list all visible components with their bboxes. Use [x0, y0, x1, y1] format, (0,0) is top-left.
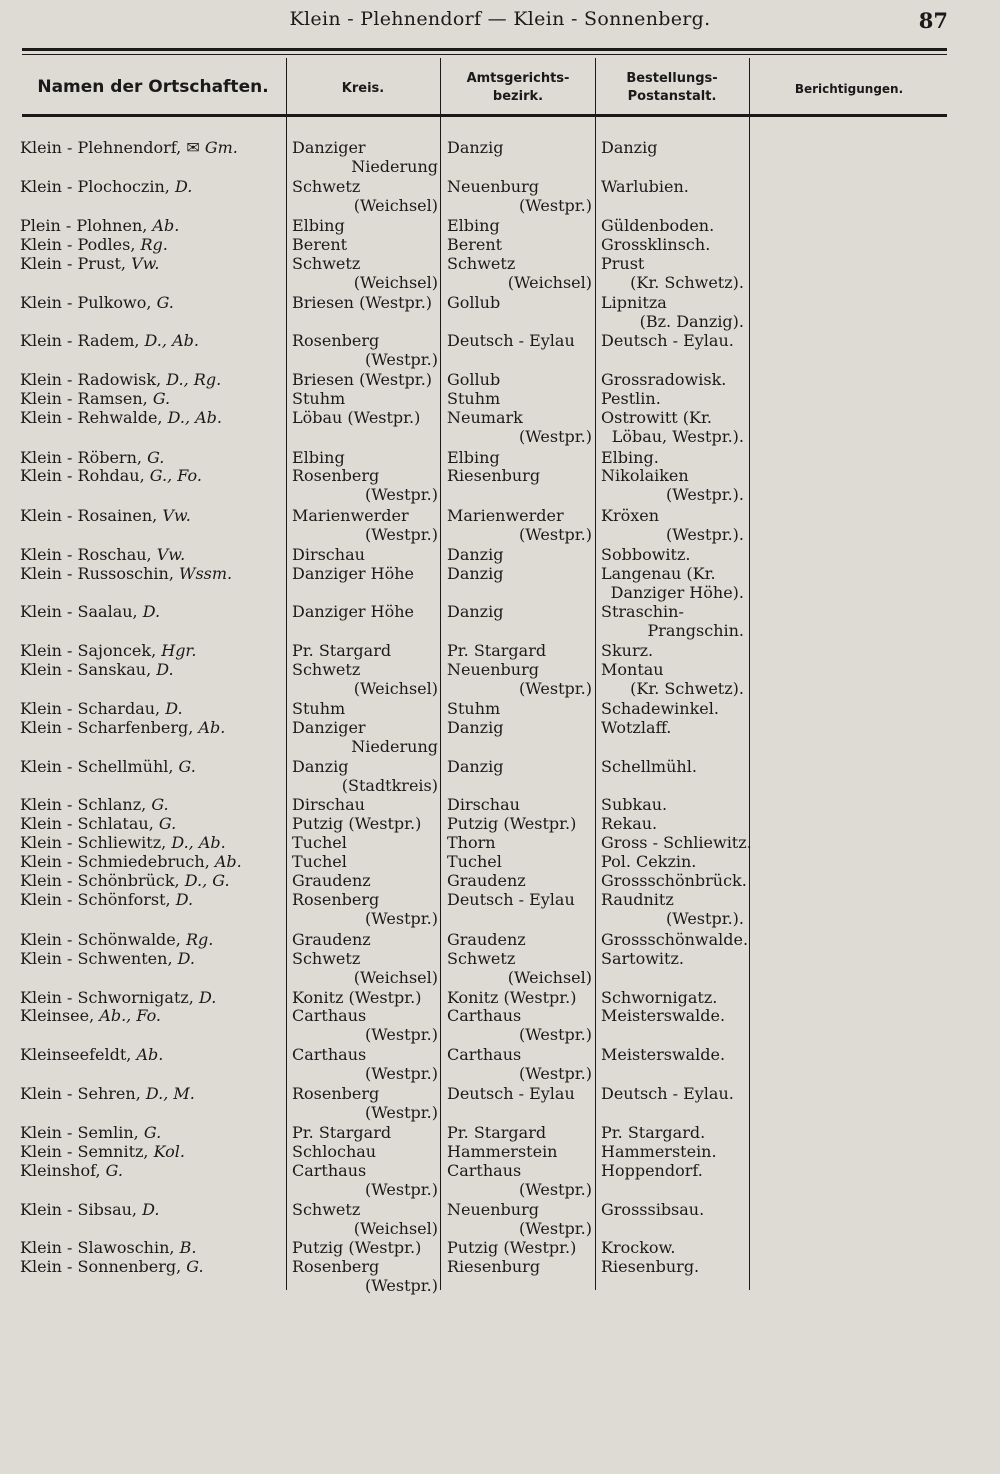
place-name-text: Kleinshof,	[20, 1161, 106, 1180]
place-name	[20, 564, 232, 583]
kreis-cell: Dirschau	[292, 545, 365, 564]
place-name-text: Klein - Semlin,	[20, 1123, 144, 1142]
postanstalt-cell: Sobbowitz.	[601, 545, 691, 564]
postanstalt-cell: Subkau.	[601, 795, 668, 814]
amtsgerichtsbezirk-cell: Neuenburg	[447, 1200, 539, 1219]
place-name	[20, 1238, 196, 1257]
header-bestellungs-postanstalt: Bestellungs- Postanstalt.	[626, 71, 718, 104]
postanstalt-cell: Danzig	[601, 138, 658, 157]
place-name-text: Klein - Rosainen,	[20, 506, 163, 525]
amtsgerichtsbezirk-cell: (Westpr.)	[519, 679, 592, 698]
amtsgerichtsbezirk-cell: (Westpr.)	[519, 525, 592, 544]
amtsgerichtsbezirk-cell: Berent	[447, 235, 503, 254]
place-name-text: Kleinsee,	[20, 1006, 100, 1025]
kreis-cell: Rosenberg	[292, 1084, 380, 1103]
amtsgerichtsbezirk-cell: (Westpr.)	[519, 1219, 592, 1238]
kreis-cell: Rosenberg	[292, 331, 380, 350]
kreis-cell: Schwetz	[292, 254, 361, 273]
place-type-abbr: G.	[158, 814, 177, 833]
place-name	[20, 138, 238, 157]
place-name-text: Klein - Semnitz,	[20, 1142, 154, 1161]
kreis-cell: Putzig (Westpr.)	[292, 814, 422, 833]
place-name-text: Klein - Sibsau,	[20, 1200, 143, 1219]
place-type-abbr: Ab., Fo.	[99, 1006, 161, 1025]
postanstalt-cell: Nikolaiken	[601, 466, 689, 485]
kreis-cell: Elbing	[292, 448, 345, 467]
place-type-abbr: D., G.	[184, 871, 230, 890]
kreis-cell: Briesen (Westpr.)	[292, 293, 433, 312]
place-name	[20, 177, 192, 196]
place-name	[20, 1123, 161, 1142]
place-name-text: Klein - Ramsen,	[20, 389, 153, 408]
place-type-abbr: G.	[178, 757, 196, 776]
kreis-cell: Briesen (Westpr.)	[292, 370, 433, 389]
place-name-text: Klein - Schlanz,	[20, 795, 152, 814]
place-type-abbr: Ab.	[214, 852, 242, 871]
amtsgerichtsbezirk-cell: (Westpr.)	[519, 196, 592, 215]
place-type-abbr: D.	[174, 177, 193, 196]
kreis-cell: Schwetz	[292, 660, 361, 679]
postanstalt-cell: (Westpr.).	[665, 485, 744, 504]
place-name-text: Klein - Schardau,	[20, 699, 166, 718]
amtsgerichtsbezirk-cell: Deutsch - Eylau	[447, 1084, 575, 1103]
column-divider	[595, 58, 596, 1290]
column-divider	[749, 58, 750, 1290]
kreis-cell: Marienwerder	[292, 506, 409, 525]
postanstalt-cell: Meisterswalde.	[601, 1006, 726, 1025]
place-name	[20, 871, 230, 890]
kreis-cell: (Westpr.)	[365, 1276, 438, 1295]
place-name	[20, 331, 199, 350]
postanstalt-cell: Deutsch - Eylau.	[601, 1084, 734, 1103]
place-type-abbr: G.	[151, 795, 169, 814]
postanstalt-cell: Hammerstein.	[601, 1142, 717, 1161]
place-type-abbr: Ab.	[198, 718, 226, 737]
amtsgerichtsbezirk-cell: Deutsch - Eylau	[447, 890, 575, 909]
place-name	[20, 506, 191, 525]
place-name-text: Klein - Schwenten,	[20, 949, 178, 968]
place-type-abbr: G.	[105, 1161, 123, 1180]
place-type-abbr: D., Rg.	[166, 370, 222, 389]
kreis-cell: (Westpr.)	[365, 525, 438, 544]
page-number: 87	[918, 8, 948, 33]
header-berichtigungen: Berichtigungen.	[794, 82, 904, 96]
place-name	[20, 660, 174, 679]
place-name-text: Klein - Schliewitz,	[20, 833, 172, 852]
place-type-abbr: D.	[198, 988, 217, 1007]
place-name	[20, 389, 170, 408]
postanstalt-cell: Skurz.	[601, 641, 654, 660]
place-name-text: Klein - Rehwalde,	[20, 408, 168, 427]
kreis-cell: Pr. Stargard	[292, 1123, 392, 1142]
place-type-abbr: Ab.	[136, 1045, 164, 1064]
place-type-abbr: G.	[152, 389, 171, 408]
place-name	[20, 1045, 163, 1064]
place-type-abbr: G.	[143, 1123, 162, 1142]
postanstalt-cell: Grossschönbrück.	[601, 871, 747, 890]
place-type-abbr: B.	[179, 1238, 197, 1257]
place-name-text: Klein - Russoschin,	[20, 564, 180, 583]
kreis-cell: (Weichsel)	[353, 968, 438, 987]
kreis-cell: Niederung	[351, 157, 438, 176]
amtsgerichtsbezirk-cell: Elbing	[447, 448, 500, 467]
kreis-cell: Pr. Stargard	[292, 641, 392, 660]
column-divider	[440, 58, 441, 1290]
postanstalt-cell: Schadewinkel.	[601, 699, 719, 718]
place-name	[20, 833, 226, 852]
place-type-abbr: D.	[165, 699, 183, 718]
amtsgerichtsbezirk-cell: Graudenz	[447, 871, 526, 890]
place-type-abbr: D.	[177, 949, 195, 968]
amtsgerichtsbezirk-cell: Konitz (Westpr.)	[447, 988, 577, 1007]
postanstalt-cell: Schellmühl.	[601, 757, 697, 776]
top-rule-thin	[22, 54, 947, 55]
postanstalt-cell: Lipnitza	[601, 293, 667, 312]
place-name	[20, 1142, 185, 1161]
place-type-abbr: Vw.	[131, 254, 160, 273]
place-name-text: Plein - Plohnen,	[20, 216, 153, 235]
kreis-cell: Schwetz	[292, 177, 361, 196]
place-type-abbr: Rg.	[140, 235, 168, 254]
kreis-cell: Stuhm	[292, 699, 346, 718]
place-name	[20, 254, 160, 273]
place-name-text: Klein - Schellmühl,	[20, 757, 179, 776]
place-name	[20, 795, 169, 814]
place-name	[20, 757, 196, 776]
postanstalt-cell: Montau	[601, 660, 664, 679]
place-type-abbr: Vw.	[162, 506, 191, 525]
place-name	[20, 1257, 204, 1276]
place-type-abbr: Wssm.	[179, 564, 233, 583]
column-divider	[286, 58, 287, 1290]
amtsgerichtsbezirk-cell: Danzig	[447, 757, 504, 776]
place-name-text: Klein - Schwornigatz,	[20, 988, 199, 1007]
postanstalt-cell: (Bz. Danzig).	[639, 312, 744, 331]
amtsgerichtsbezirk-cell: Putzig (Westpr.)	[447, 814, 577, 833]
amtsgerichtsbezirk-cell: Carthaus	[447, 1045, 522, 1064]
postanstalt-cell: (Kr. Schwetz).	[630, 273, 744, 292]
kreis-cell: (Stadtkreis)	[341, 776, 438, 795]
amtsgerichtsbezirk-cell: Riesenburg	[447, 466, 541, 485]
place-name-text: Klein - Röbern,	[20, 448, 148, 467]
place-type-abbr: Ab.	[152, 216, 180, 235]
amtsgerichtsbezirk-cell: Pr. Stargard	[447, 641, 547, 660]
kreis-cell: Putzig (Westpr.)	[292, 1238, 422, 1257]
place-name	[20, 930, 213, 949]
postanstalt-cell: Deutsch - Eylau.	[601, 331, 734, 350]
amtsgerichtsbezirk-cell: Marienwerder	[447, 506, 564, 525]
place-name-text: Klein - Plehnendorf, ✉	[20, 138, 205, 157]
kreis-cell: (Westpr.)	[365, 909, 438, 928]
place-name-text: Klein - Prust,	[20, 254, 132, 273]
postanstalt-cell: (Westpr.).	[665, 525, 744, 544]
place-name	[20, 466, 202, 485]
postanstalt-cell: Langenau (Kr.	[601, 564, 716, 583]
place-name	[20, 988, 216, 1007]
place-name	[20, 293, 174, 312]
postanstalt-cell: Pestlin.	[601, 389, 661, 408]
kreis-cell: (Weichsel)	[353, 1219, 438, 1238]
kreis-cell: (Westpr.)	[365, 350, 438, 369]
kreis-cell: Danziger Höhe	[292, 564, 415, 583]
place-name	[20, 814, 176, 833]
postanstalt-cell: Rekau.	[601, 814, 658, 833]
kreis-cell: Graudenz	[292, 871, 371, 890]
amtsgerichtsbezirk-cell: Putzig (Westpr.)	[447, 1238, 577, 1257]
place-type-abbr: D., M.	[145, 1084, 195, 1103]
postanstalt-cell: Pol. Cekzin.	[601, 852, 697, 871]
postanstalt-cell: Meisterswalde.	[601, 1045, 726, 1064]
postanstalt-cell: Straschin-	[601, 602, 684, 621]
kreis-cell: Carthaus	[292, 1161, 367, 1180]
place-name-text: Klein - Radem,	[20, 331, 145, 350]
place-type-abbr: Hgr.	[161, 641, 197, 660]
kreis-cell: Graudenz	[292, 930, 371, 949]
place-name-text: Klein - Schlatau,	[20, 814, 159, 833]
place-name-text: Klein - Sonnenberg,	[20, 1257, 187, 1276]
place-type-abbr: D.	[175, 890, 194, 909]
place-type-abbr: Rg.	[185, 930, 214, 949]
postanstalt-cell: Warlubien.	[601, 177, 689, 196]
kreis-cell: (Westpr.)	[365, 1103, 438, 1122]
kreis-cell: Danziger Höhe	[292, 602, 415, 621]
amtsgerichtsbezirk-cell: Carthaus	[447, 1006, 522, 1025]
amtsgerichtsbezirk-cell: (Westpr.)	[519, 1180, 592, 1199]
amtsgerichtsbezirk-cell: Neuenburg	[447, 660, 539, 679]
place-name	[20, 852, 242, 871]
place-type-abbr: G., Fo.	[149, 466, 202, 485]
place-type-abbr: Gm.	[204, 138, 238, 157]
place-type-abbr: D.	[142, 602, 161, 621]
place-name	[20, 699, 183, 718]
postanstalt-cell: Danziger Höhe).	[610, 583, 744, 602]
place-name-text: Klein - Slawoschin,	[20, 1238, 180, 1257]
place-type-abbr: D.	[142, 1200, 160, 1219]
kreis-cell: Rosenberg	[292, 890, 380, 909]
kreis-cell: Tuchel	[292, 852, 347, 871]
amtsgerichtsbezirk-cell: Danzig	[447, 138, 504, 157]
kreis-cell: Danzig	[292, 757, 349, 776]
kreis-cell: (Westpr.)	[365, 1025, 438, 1044]
amtsgerichtsbezirk-cell: Stuhm	[447, 389, 501, 408]
place-type-abbr: D., Ab.	[167, 408, 222, 427]
place-name	[20, 641, 196, 660]
header-rule	[22, 114, 947, 117]
amtsgerichtsbezirk-cell: Pr. Stargard	[447, 1123, 547, 1142]
place-name-text: Kleinseefeldt,	[20, 1045, 137, 1064]
postanstalt-cell: Sartowitz.	[601, 949, 684, 968]
kreis-cell: Konitz (Westpr.)	[292, 988, 422, 1007]
postanstalt-cell: Grossschönwalde.	[601, 930, 749, 949]
place-name	[20, 216, 179, 235]
place-name-text: Klein - Schönforst,	[20, 890, 176, 909]
kreis-cell: Berent	[292, 235, 348, 254]
place-name	[20, 1006, 161, 1025]
amtsgerichtsbezirk-cell: Gollub	[447, 370, 501, 389]
kreis-cell: Löbau (Westpr.)	[292, 408, 421, 427]
kreis-cell: Schlochau	[292, 1142, 377, 1161]
kreis-cell: (Weichsel)	[353, 273, 438, 292]
place-type-abbr: G.	[147, 448, 165, 467]
kreis-cell: Elbing	[292, 216, 345, 235]
kreis-cell: Rosenberg	[292, 1257, 380, 1276]
postanstalt-cell: Prangschin.	[647, 621, 744, 640]
amtsgerichtsbezirk-cell: Riesenburg	[447, 1257, 541, 1276]
postanstalt-cell: Güldenboden.	[601, 216, 715, 235]
postanstalt-cell: (Westpr.).	[665, 909, 744, 928]
amtsgerichtsbezirk-cell: Neumark	[447, 408, 523, 427]
kreis-cell: (Westpr.)	[365, 485, 438, 504]
place-name	[20, 235, 168, 254]
amtsgerichtsbezirk-cell: Elbing	[447, 216, 500, 235]
kreis-cell: Stuhm	[292, 389, 346, 408]
amtsgerichtsbezirk-cell: Graudenz	[447, 930, 526, 949]
header-amtsgerichtsbezirk: Amtsgerichts- bezirk.	[466, 71, 570, 104]
kreis-cell: Danziger	[292, 138, 366, 157]
postanstalt-cell: Kröxen	[601, 506, 660, 525]
kreis-cell: Dirschau	[292, 795, 365, 814]
place-name	[20, 408, 222, 427]
postanstalt-cell: Ostrowitt (Kr.	[601, 408, 712, 427]
top-rule	[22, 48, 947, 51]
place-name-text: Klein - Pulkowo,	[20, 293, 157, 312]
amtsgerichtsbezirk-cell: Gollub	[447, 293, 501, 312]
kreis-cell: Carthaus	[292, 1045, 367, 1064]
header-name: Namen der Ortschaften.	[37, 77, 269, 97]
postanstalt-cell: Grosssibsau.	[601, 1200, 705, 1219]
kreis-cell: Niederung	[351, 737, 438, 756]
place-name-text: Klein - Roschau,	[20, 545, 157, 564]
amtsgerichtsbezirk-cell: Schwetz	[447, 254, 516, 273]
postanstalt-cell: Elbing.	[601, 448, 659, 467]
place-name	[20, 1200, 159, 1219]
amtsgerichtsbezirk-cell: Danzig	[447, 602, 504, 621]
postanstalt-cell: Schwornigatz.	[601, 988, 718, 1007]
amtsgerichtsbezirk-cell: Danzig	[447, 545, 504, 564]
amtsgerichtsbezirk-cell: Tuchel	[447, 852, 502, 871]
postanstalt-cell: Riesenburg.	[601, 1257, 700, 1276]
postanstalt-cell: Grossradowisk.	[601, 370, 727, 389]
amtsgerichtsbezirk-cell: (Westpr.)	[519, 427, 592, 446]
postanstalt-cell: Krockow.	[601, 1238, 676, 1257]
kreis-cell: Danziger	[292, 718, 366, 737]
postanstalt-cell: Pr. Stargard.	[601, 1123, 706, 1142]
place-name-text: Klein - Podles,	[20, 235, 141, 254]
place-type-abbr: D., Ab.	[144, 331, 199, 350]
amtsgerichtsbezirk-cell: Deutsch - Eylau	[447, 331, 575, 350]
kreis-cell: (Weichsel)	[353, 196, 438, 215]
kreis-cell: Rosenberg	[292, 466, 380, 485]
place-name-text: Klein - Rohdau,	[20, 466, 150, 485]
place-name	[20, 890, 193, 909]
kreis-cell: (Westpr.)	[365, 1064, 438, 1083]
amtsgerichtsbezirk-cell: Schwetz	[447, 949, 516, 968]
kreis-cell: (Weichsel)	[353, 679, 438, 698]
place-type-abbr: G.	[156, 293, 174, 312]
running-head: Klein - Plehnendorf — Klein - Sonnenberg.	[289, 8, 711, 30]
place-name-text: Klein - Sehren,	[20, 1084, 146, 1103]
place-type-abbr: Kol.	[153, 1142, 185, 1161]
header-kreis: Kreis.	[341, 81, 385, 96]
place-name-text: Klein - Plochoczin,	[20, 177, 175, 196]
amtsgerichtsbezirk-cell: (Weichsel)	[507, 968, 592, 987]
place-type-abbr: Vw.	[156, 545, 186, 564]
postanstalt-cell: Grossklinsch.	[601, 235, 711, 254]
place-name-text: Klein - Sanskau,	[20, 660, 157, 679]
amtsgerichtsbezirk-cell: Dirschau	[447, 795, 520, 814]
postanstalt-cell: Hoppendorf.	[601, 1161, 703, 1180]
place-type-abbr: G.	[186, 1257, 204, 1276]
amtsgerichtsbezirk-cell: (Westpr.)	[519, 1025, 592, 1044]
place-name-text: Klein - Schönwalde,	[20, 930, 186, 949]
kreis-cell: (Westpr.)	[365, 1180, 438, 1199]
amtsgerichtsbezirk-cell: Danzig	[447, 564, 504, 583]
place-name	[20, 602, 160, 621]
postanstalt-cell: Raudnitz	[601, 890, 674, 909]
postanstalt-cell: Löbau, Westpr.).	[611, 427, 744, 446]
amtsgerichtsbezirk-cell: Stuhm	[447, 699, 501, 718]
postanstalt-cell: (Kr. Schwetz).	[630, 679, 744, 698]
amtsgerichtsbezirk-cell: Hammerstein	[447, 1142, 558, 1161]
place-name-text: Klein - Schmiedebruch,	[20, 852, 215, 871]
place-name-text: Klein - Radowisk,	[20, 370, 167, 389]
place-name-text: Klein - Schönbrück,	[20, 871, 185, 890]
place-name	[20, 1084, 195, 1103]
postanstalt-cell: Prust	[601, 254, 645, 273]
place-type-abbr: D., Ab.	[171, 833, 226, 852]
postanstalt-cell: Wotzlaff.	[601, 718, 672, 737]
place-type-abbr: D.	[156, 660, 174, 679]
amtsgerichtsbezirk-cell: (Weichsel)	[507, 273, 592, 292]
amtsgerichtsbezirk-cell: Danzig	[447, 718, 504, 737]
kreis-cell: Carthaus	[292, 1006, 367, 1025]
place-name	[20, 718, 225, 737]
place-name	[20, 1161, 123, 1180]
place-name-text: Klein - Saalau,	[20, 602, 143, 621]
amtsgerichtsbezirk-cell: Carthaus	[447, 1161, 522, 1180]
place-name-text: Klein - Scharfenberg,	[20, 718, 199, 737]
amtsgerichtsbezirk-cell: Neuenburg	[447, 177, 539, 196]
place-name	[20, 545, 185, 564]
place-name-text: Klein - Sajoncek,	[20, 641, 162, 660]
place-name	[20, 370, 221, 389]
kreis-cell: Schwetz	[292, 1200, 361, 1219]
kreis-cell: Schwetz	[292, 949, 361, 968]
postanstalt-cell: Gross - Schliewitz.	[601, 833, 752, 852]
place-name	[20, 949, 195, 968]
place-name	[20, 448, 164, 467]
amtsgerichtsbezirk-cell: Thorn	[447, 833, 496, 852]
kreis-cell: Tuchel	[292, 833, 347, 852]
amtsgerichtsbezirk-cell: (Westpr.)	[519, 1064, 592, 1083]
